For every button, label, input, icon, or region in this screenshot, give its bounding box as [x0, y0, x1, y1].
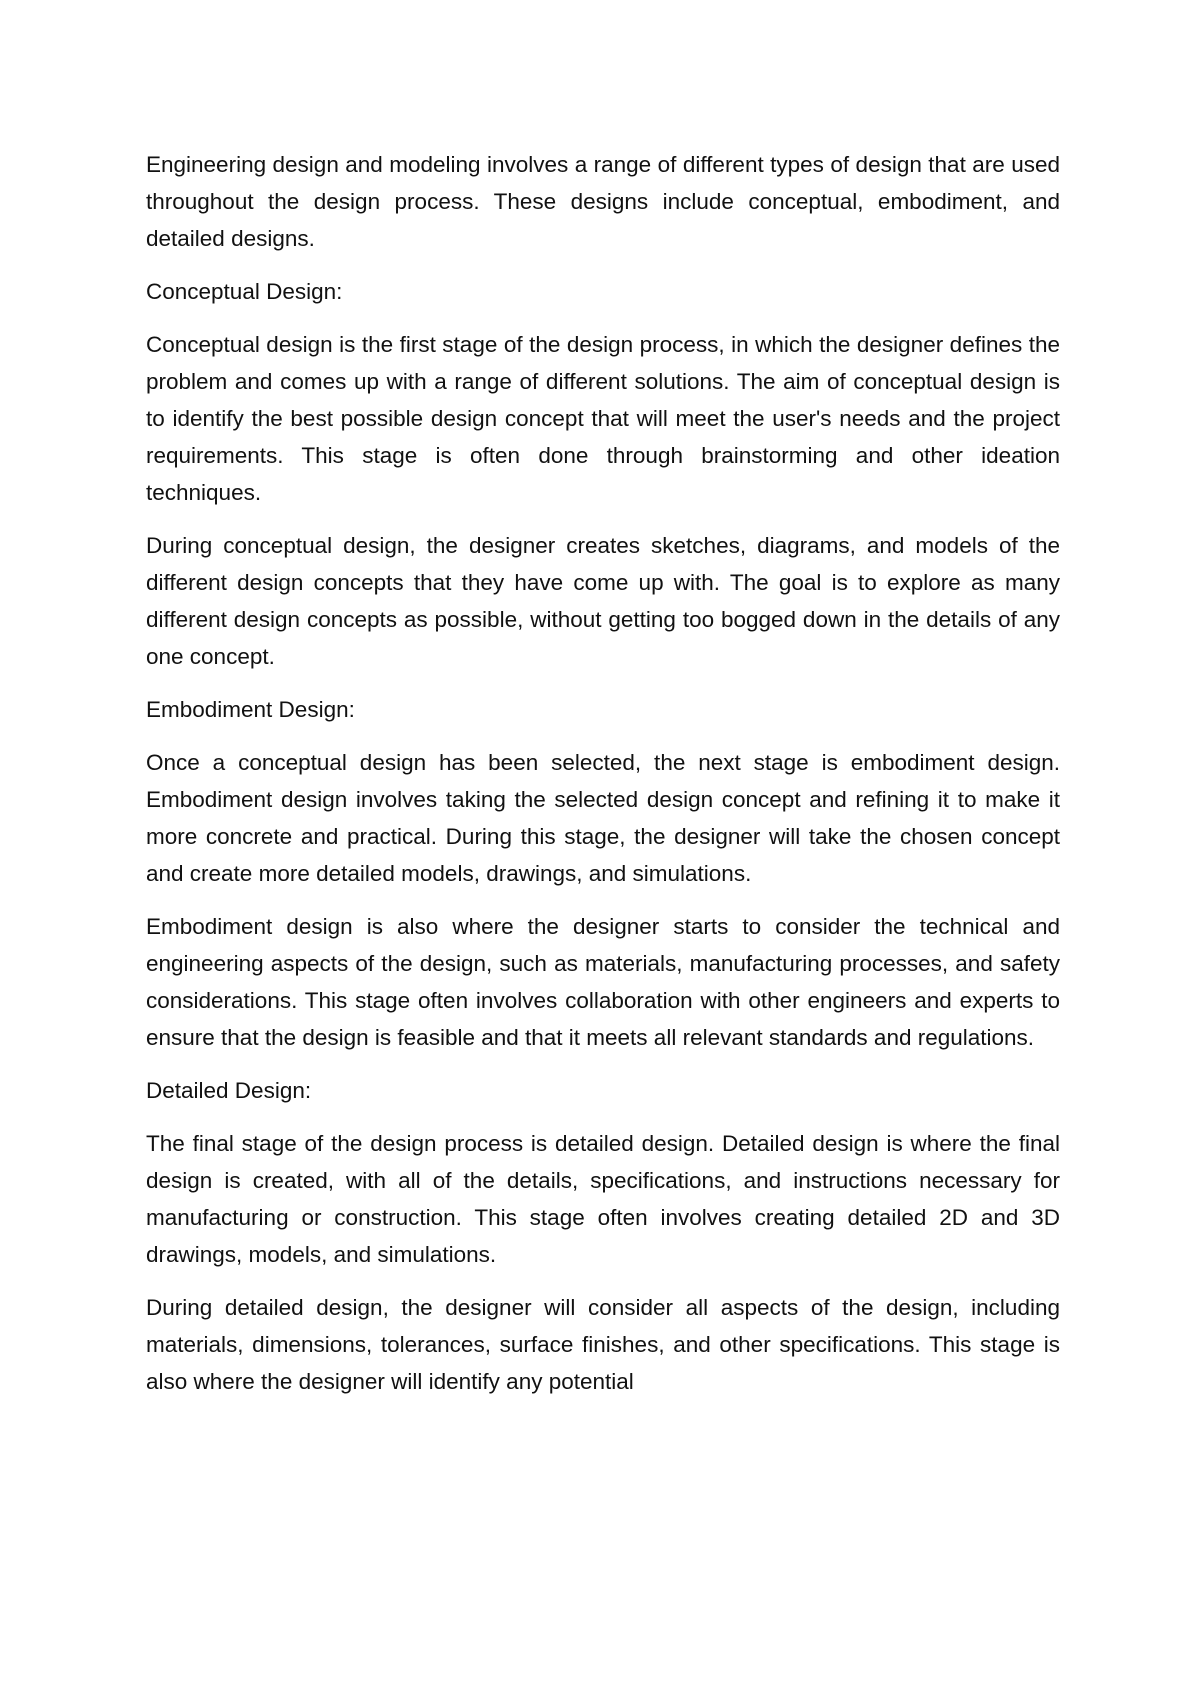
- section-heading-conceptual: Conceptual Design:: [146, 279, 343, 304]
- conceptual-paragraph-2: During conceptual design, the designer creates sketches, diagrams, and models of the different design concepts that they have come up with. The goal is to explore as many different design concepts as possible, without getting too bogged down in the details of any one concept.: [146, 533, 1060, 669]
- embodiment-paragraph-2: Embodiment design is also where the designer starts to consider the technical and engineering aspects of the design, such as materials, manufacturing processes, and safety considerations. This stage often involves collaboration with other engineers and experts to ensure that the design is feasible and that it meets all relevant standards and regulations.: [146, 914, 1060, 1050]
- embodiment-paragraph-1: Once a conceptual design has been selected, the next stage is embodiment design. Embodiment design involves taking the selected design concept and refining it to make it more concrete and practical. During this stage, the designer will take the chosen concept and create more detailed models, drawings, and simulations.: [146, 750, 1060, 886]
- section-heading-embodiment: Embodiment Design:: [146, 697, 355, 722]
- document-page: [146, 146, 1060, 1416]
- intro-paragraph: Engineering design and modeling involves a range of different types of design that are used throughout the design process. These designs include conceptual, embodiment, and detailed designs.: [146, 152, 1060, 251]
- detailed-paragraph-1: The final stage of the design process is detailed design. Detailed design is where the final design is created, with all of the details, specifications, and instructions necessary for manufacturing or construction. This stage often involves creating detailed 2D and 3D drawings, models, and simulations.: [146, 1131, 1060, 1267]
- conceptual-paragraph-1: Conceptual design is the first stage of the design process, in which the designer defines the problem and comes up with a range of different solutions. The aim of conceptual design is to identify the best possible design concept that will meet the user's needs and the project requirements. This stage is often done through brainstorming and other ideation techniques.: [146, 332, 1060, 505]
- section-heading-detailed: Detailed Design:: [146, 1078, 312, 1103]
- detailed-paragraph-2: During detailed design, the designer will consider all aspects of the design, including materials, dimensions, tolerances, surface finishes, and other specifications. This stage is also where the designer will identify any potential: [146, 1295, 1060, 1394]
